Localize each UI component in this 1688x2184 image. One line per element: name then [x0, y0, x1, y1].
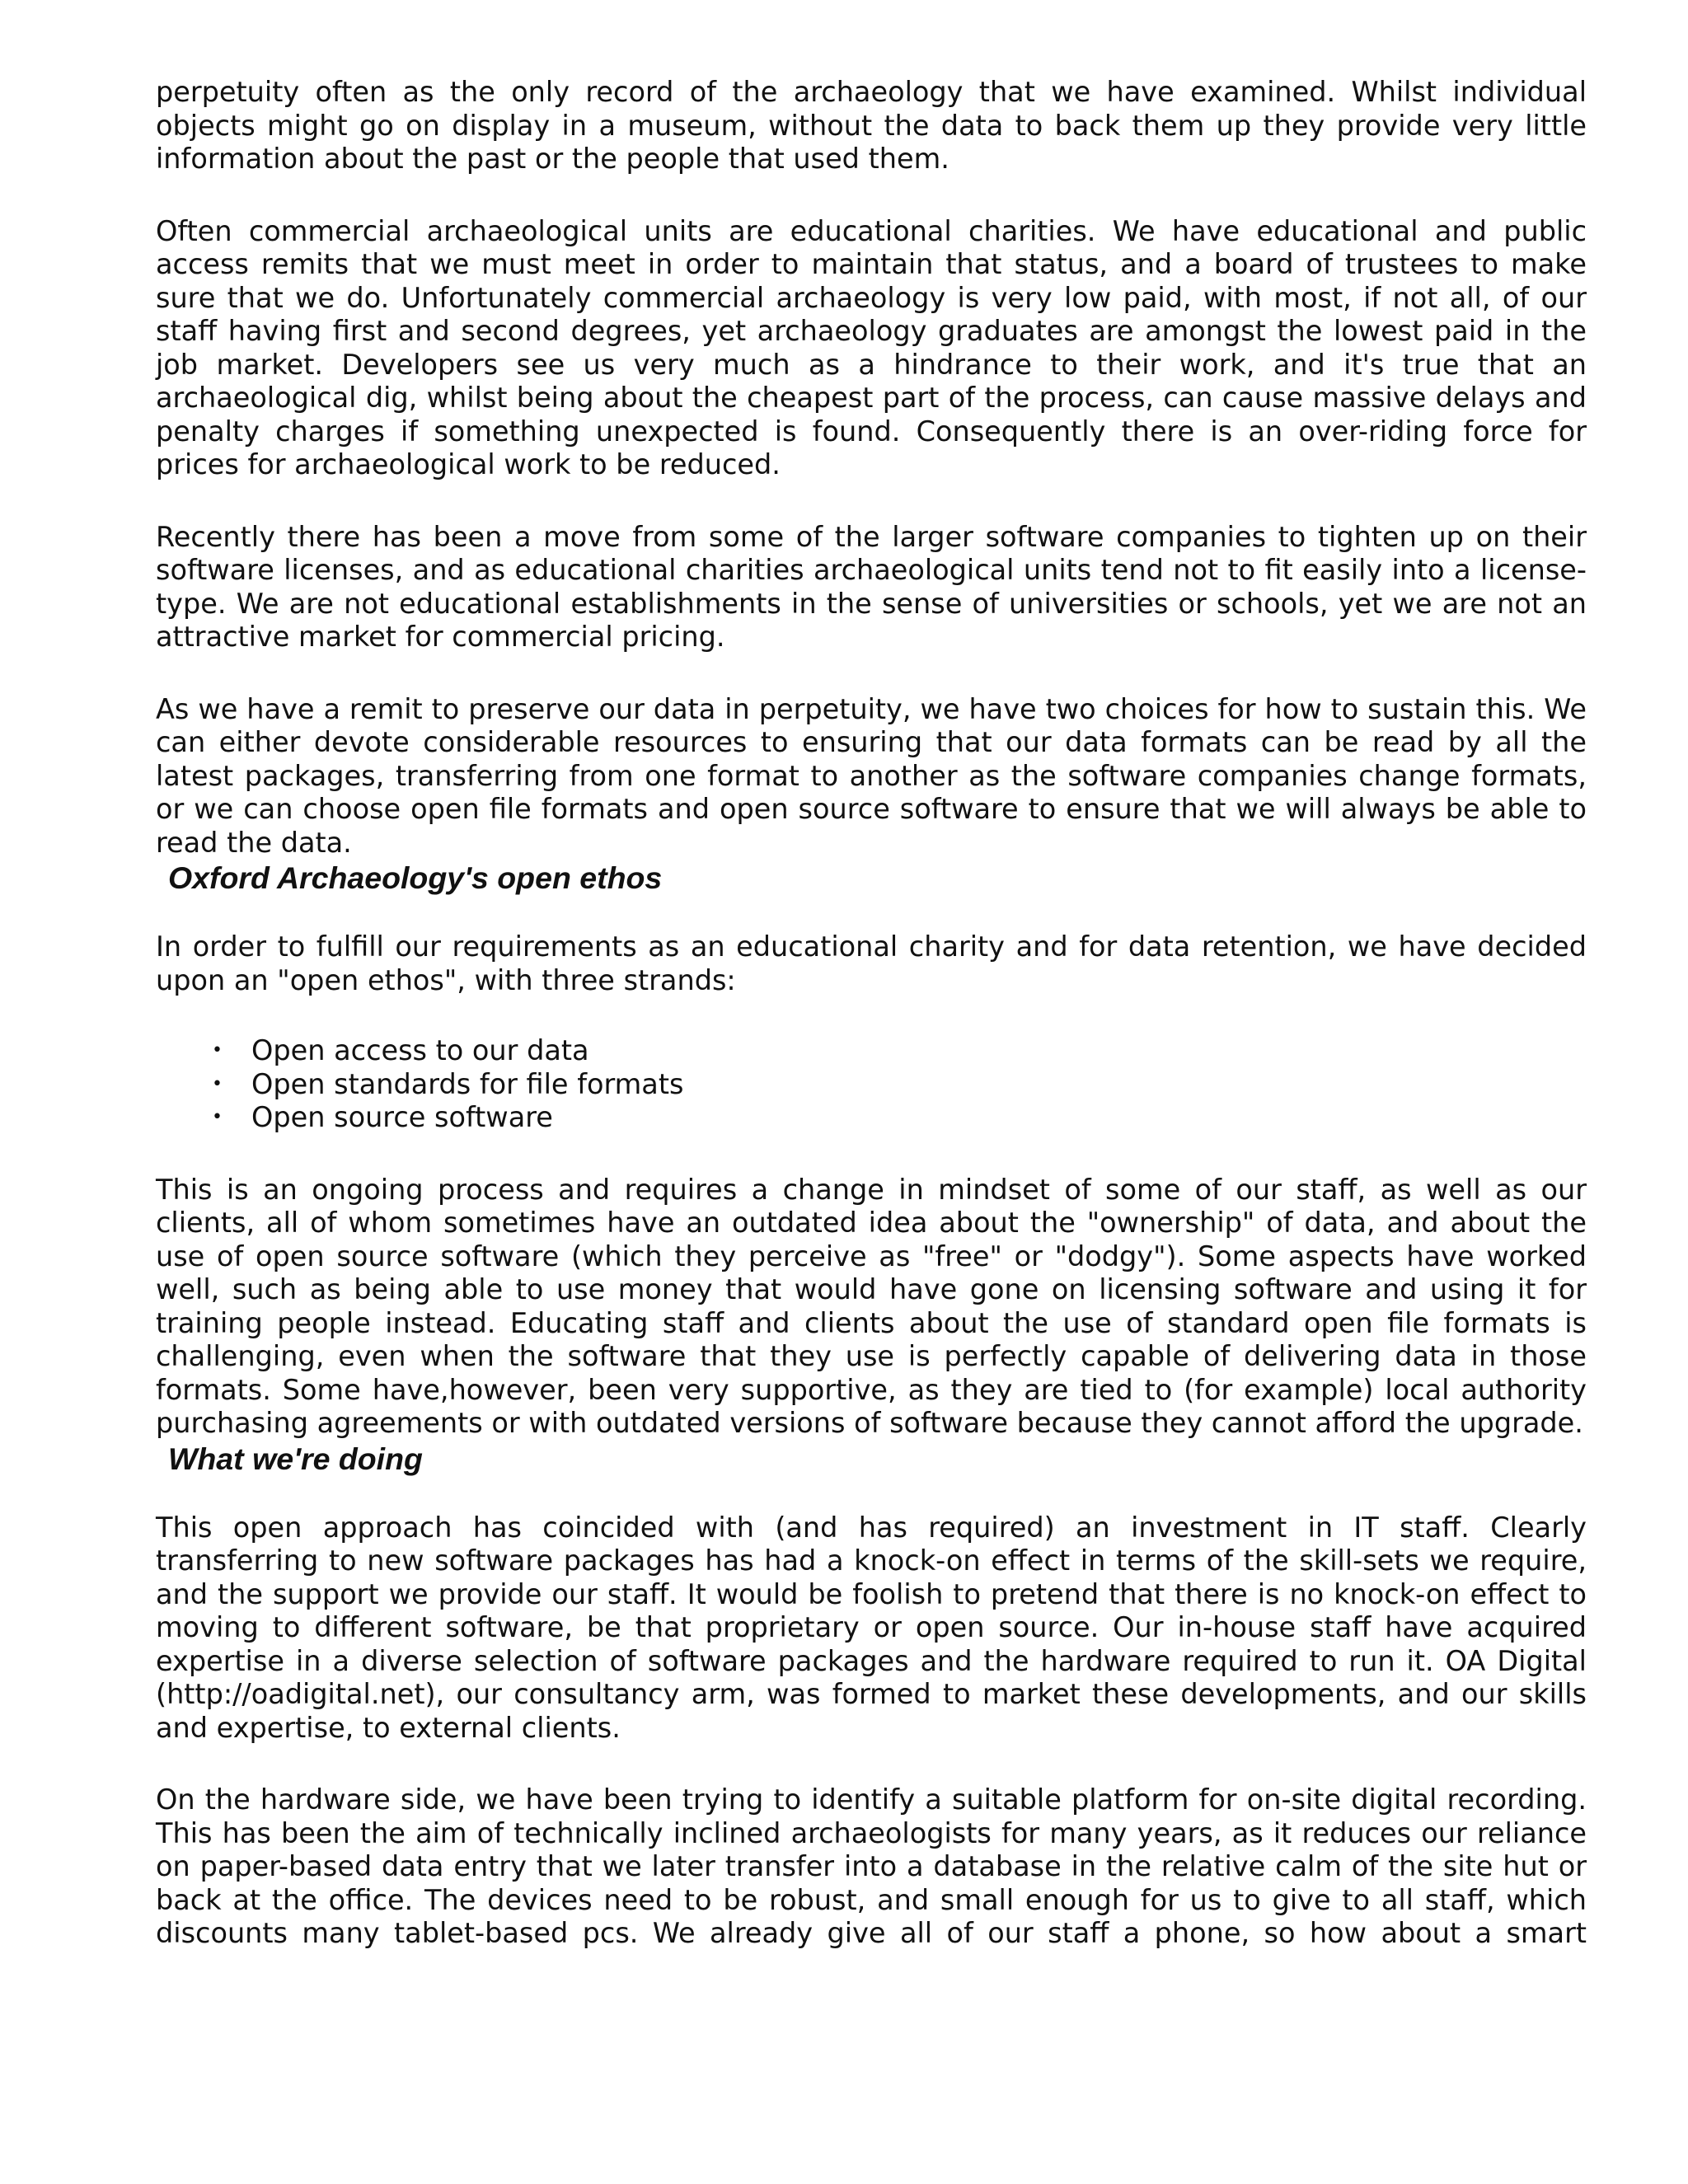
- bullet-icon: •: [212, 1107, 223, 1127]
- paragraph-hardware-side: On the hardware side, we have been trying to identify a suitable platform for on-site digital recording. This has been the aim of technically inclined archaeologists for many years, as it reduces our reliance on paper-based data entry that we later transfer into a database in the relative calm of the site hut or back at the office. The devices need to be robust, and small enough for us to give to all staff, which discounts many tablet-based pcs. We already give all of our staff a phone, so how about a smart: [156, 1783, 1587, 1949]
- list-item: [212, 1101, 1587, 1135]
- paragraph-educational-charities: Often commercial archaeological units are educational charities. We have educational and public access remits that we must meet in order to maintain that status, and a board of trustees to make sure that we do. Unfortunately commercial archaeology is very low paid, with most, if not all, of our staff having first and second degrees, yet archaeology graduates are amongst the lowest paid in the job market. Developers see us very much as a hindrance to their work, and it's true that an archaeological dig, whilst being about the cheapest part of the process, can cause massive delays and penalty charges if something unexpected is found. Consequently there is an over-riding force for prices for archaeological work to be reduced.: [156, 214, 1587, 480]
- document-page: [156, 76, 1587, 1951]
- section-heading-what-we-are-doing: What we're doing: [168, 1441, 423, 1476]
- strands-list: [156, 1034, 1587, 1135]
- bullet-icon: •: [212, 1040, 223, 1061]
- section-heading-open-ethos: Oxford Archaeology's open ethos: [168, 860, 663, 895]
- paragraph-it-investment: This open approach has coincided with (and has required) an investment in IT staff. Clearly transferring to new software packages has had a knock-on effect in terms of the skill-sets we require, and the support we provide our staff. It would be foolish to pretend that there is no knock-on effect to moving to different software, be that proprietary or open source. Our in-house staff have acquired expertise in a diverse selection of software packages and the hardware required to run it. OA Digital (http://oadigital.net), our consultancy arm, was formed to market these developments, and our skills and expertise, to external clients.: [156, 1511, 1587, 1744]
- paragraph-preserve-data: As we have a remit to preserve our data in perpetuity, we have two choices for how to sustain this. We can either devote considerable resources to ensuring that our data formats can be read by all the latest packages, transferring from one format to another as the software companies change formats, or we can choose open file formats and open source software to ensure that we will always be able to read the data.: [156, 692, 1587, 859]
- list-item: [212, 1034, 1587, 1068]
- list-item: [212, 1068, 1587, 1102]
- paragraph-open-ethos-intro: In order to fulfill our requirements as an educational charity and for data retention, we have decided upon an "open ethos", with three strands:: [156, 930, 1587, 996]
- paragraph-ongoing-process: This is an ongoing process and requires a change in mindset of some of our staff, as well as our clients, all of whom sometimes have an outdated idea about the "ownership" of data, and about the use of open source software (which they perceive as "free" or "dodgy"). Some aspects have worked well, such as being able to use money that would have gone on licensing software and using it for training people instead. Educating staff and clients about the use of standard open file formats is challenging, even when the software that they use is perfectly capable of delivering data in those formats. Some have,however, been very supportive, as they are tied to (for example) local authority purchasing agreements or with outdated versions of software because they cannot afford the upgrade.: [156, 1173, 1587, 1439]
- list-item-text: Open access to our data: [251, 1034, 589, 1066]
- paragraph-software-licenses: Recently there has been a move from some of the larger software companies to tighten up on their software licenses, and as educational charities archaeological units tend not to fit easily into a license-type. We are not educational establishments in the sense of universities or schools, yet we are not an attractive market for commercial pricing.: [156, 520, 1587, 653]
- paragraph-records-perpetuity: perpetuity often as the only record of the archaeology that we have examined. Whilst individual objects might go on display in a museum, without the data to back them up they provide very little information about the past or the people that used them.: [156, 76, 1587, 175]
- list-item-text: Open standards for file formats: [251, 1067, 684, 1100]
- bullet-icon: •: [212, 1073, 223, 1094]
- list-item-text: Open source software: [251, 1101, 553, 1133]
